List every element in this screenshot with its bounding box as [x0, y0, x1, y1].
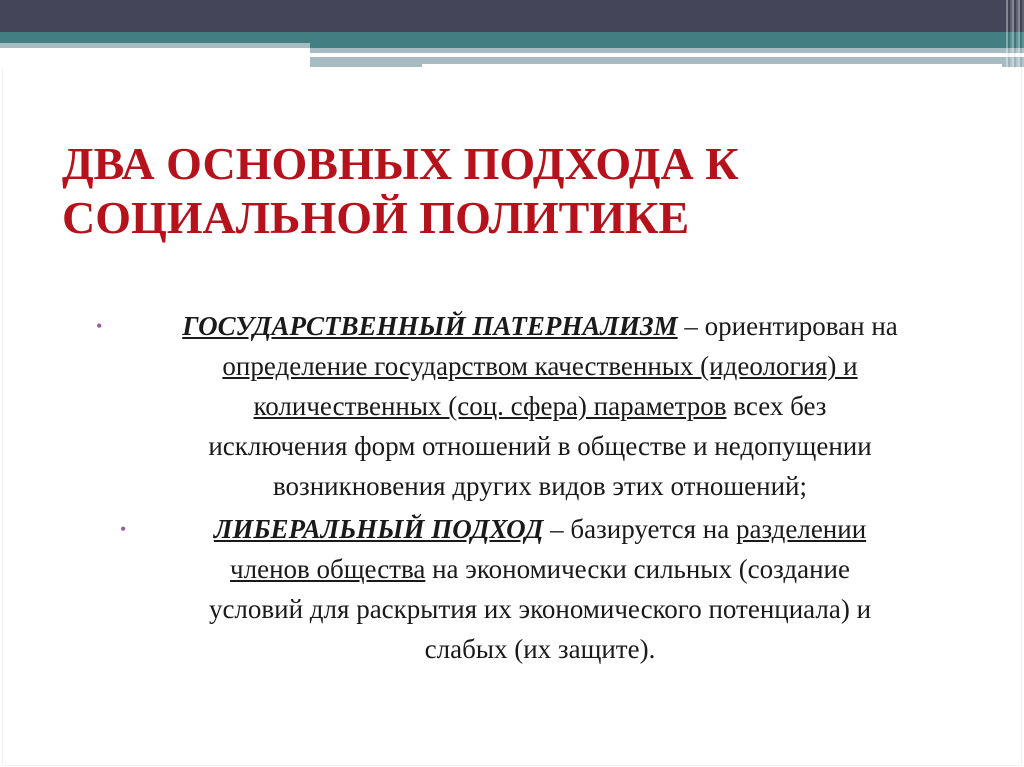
header-bar-dark — [0, 0, 1024, 32]
text: ориентирован на — [704, 311, 898, 341]
dash: – — [677, 311, 705, 341]
line — [100, 306, 980, 346]
text: на экономически сильных (создание — [425, 554, 850, 584]
slide-body — [96, 306, 980, 672]
bullet-dot-icon: • — [120, 519, 127, 539]
header-bar-gap — [310, 53, 485, 57]
text-underlined: определение государством качественных (идеология) и — [222, 351, 858, 381]
line: условий для раскрытия их экономического потенциала) и — [208, 594, 872, 624]
bullet-paternalism — [96, 306, 980, 506]
term-paternalism: ГОСУДАРСТВЕННЫЙ ПАТЕРНАЛИЗМ — [182, 311, 678, 341]
line: слабых (их защите). — [424, 634, 656, 664]
line — [100, 509, 980, 549]
bullet-liberal — [100, 509, 980, 669]
text-underlined: членов общества — [230, 554, 426, 584]
bullet-dot-icon: • — [96, 316, 103, 336]
line: исключения форм отношений в обществе и недопущении — [208, 431, 872, 461]
text-underlined: разделении — [735, 514, 867, 544]
header-bar-light-1 — [0, 43, 310, 48]
slide-title — [62, 137, 782, 245]
dash: – — [543, 514, 571, 544]
line — [100, 549, 980, 589]
line — [100, 346, 980, 386]
line — [100, 386, 980, 426]
title-line-1: ДВА ОСНОВНЫХ ПОДХОДА К — [62, 138, 739, 189]
text-underlined: количественных (соц. сфера) параметров — [253, 391, 727, 421]
title-line-2: СОЦИАЛЬНОЙ ПОЛИТИКЕ — [62, 192, 690, 243]
text: базируется на — [570, 514, 736, 544]
header-edge-strips — [1006, 0, 1024, 68]
term-liberal: ЛИБЕРАЛЬНЫЙ ПОДХОД — [213, 514, 544, 544]
line: возникновения других видов этих отношений; — [272, 471, 808, 501]
text: всех без — [726, 391, 827, 421]
